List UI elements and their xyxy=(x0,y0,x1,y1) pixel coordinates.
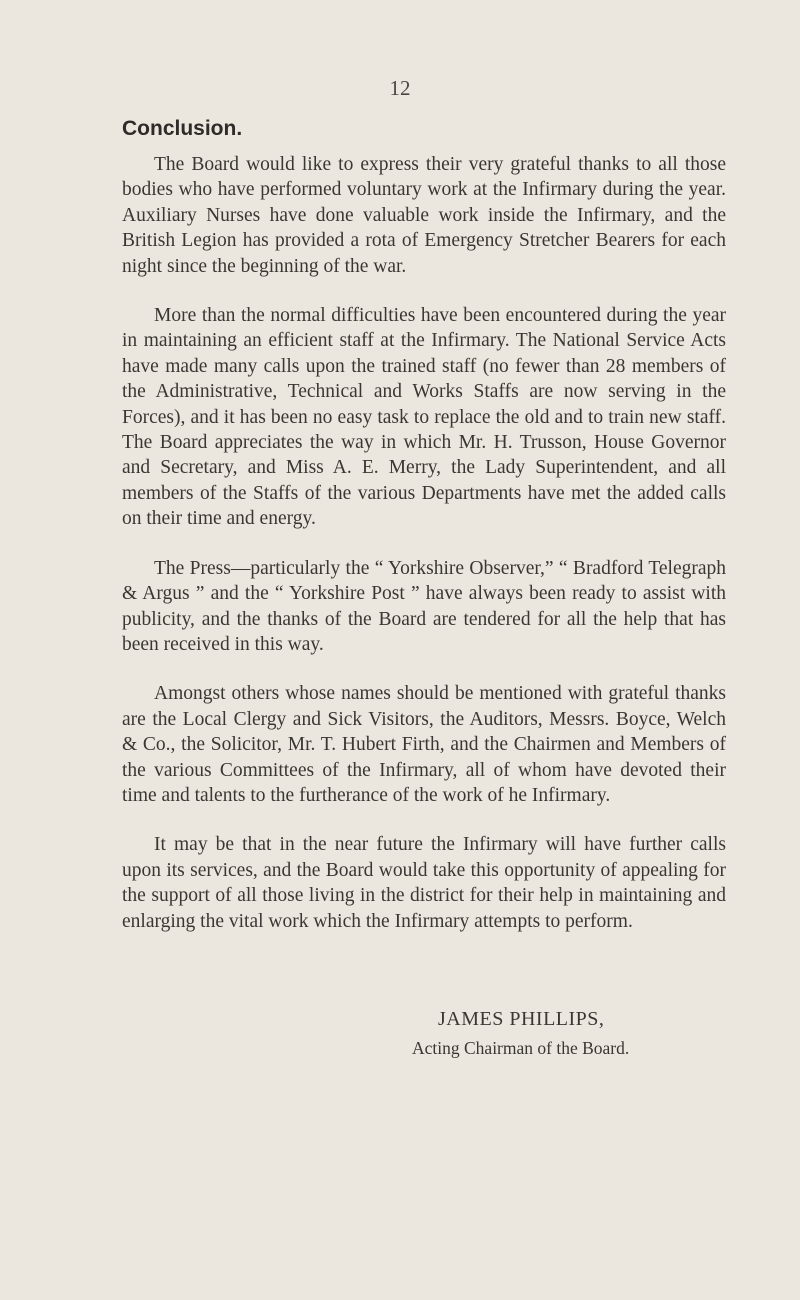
body-text xyxy=(122,152,726,958)
signatory-title: Acting Chairman of the Board. xyxy=(412,1038,630,1058)
paragraph-staff-difficulties: More than the normal difficulties have been encountered during the year in maintaining an efficient staff at the Infirmary. The National Service Acts have made many calls upon the trained staff (no fewer than 28 members of the Administrative, Technical and Works Staffs are now serving in the Forces), and it has been no easy task to replace the old and to train new staff. The Board appreciates the way in which Mr. H. Trusson, House Governor and Secretary, and Miss A. E. Merry, the Lady Superintendent, and all members of the Staffs of the various Departments have met the added calls on their time and energy. xyxy=(122,305,726,530)
paragraph-other-thanks: Amongst others whose names should be mentioned with grateful thanks are the Local Clergy and Sick Visitors, the Auditors, Messrs. Boyce, Welch & Co., the Solicitor, Mr. T. Hubert Firth, and the Chairmen and Members of the various Committees of the Infirmary, all of whom have devoted their time and talents to the furtherance of the work of he Infirmary. xyxy=(122,683,726,806)
paragraph-appeal: It may be that in the near future the Infirmary will have further calls upon its services, and the Board would take this opportunity of appealing for the support of all those living in the district for their help in maintaining and enlarging the vital work which the Infirmary attempts to perform. xyxy=(122,834,726,932)
paragraph-press-thanks: The Press—particularly the “ Yorkshire Observer,” “ Bradford Telegraph & Argus ” and the “ Yorkshire Post ” have always been ready to assist with publicity, and the thanks of the Board are tendered for all the help that has been received in this way. xyxy=(122,557,726,655)
page-number: 12 xyxy=(389,76,411,100)
section-heading: Conclusion. xyxy=(122,117,243,140)
paragraph-voluntary-work: The Board would like to express their very grateful thanks to all those bodies who have performed voluntary work at the Infirmary during the year. Auxiliary Nurses have done valuable work inside the Infirmary, and the British Legion has provided a rota of Emergency Stretcher Bearers for each night since the beginning of the war. xyxy=(122,154,726,277)
signatory-name: JAMES PHILLIPS, xyxy=(438,1008,605,1030)
